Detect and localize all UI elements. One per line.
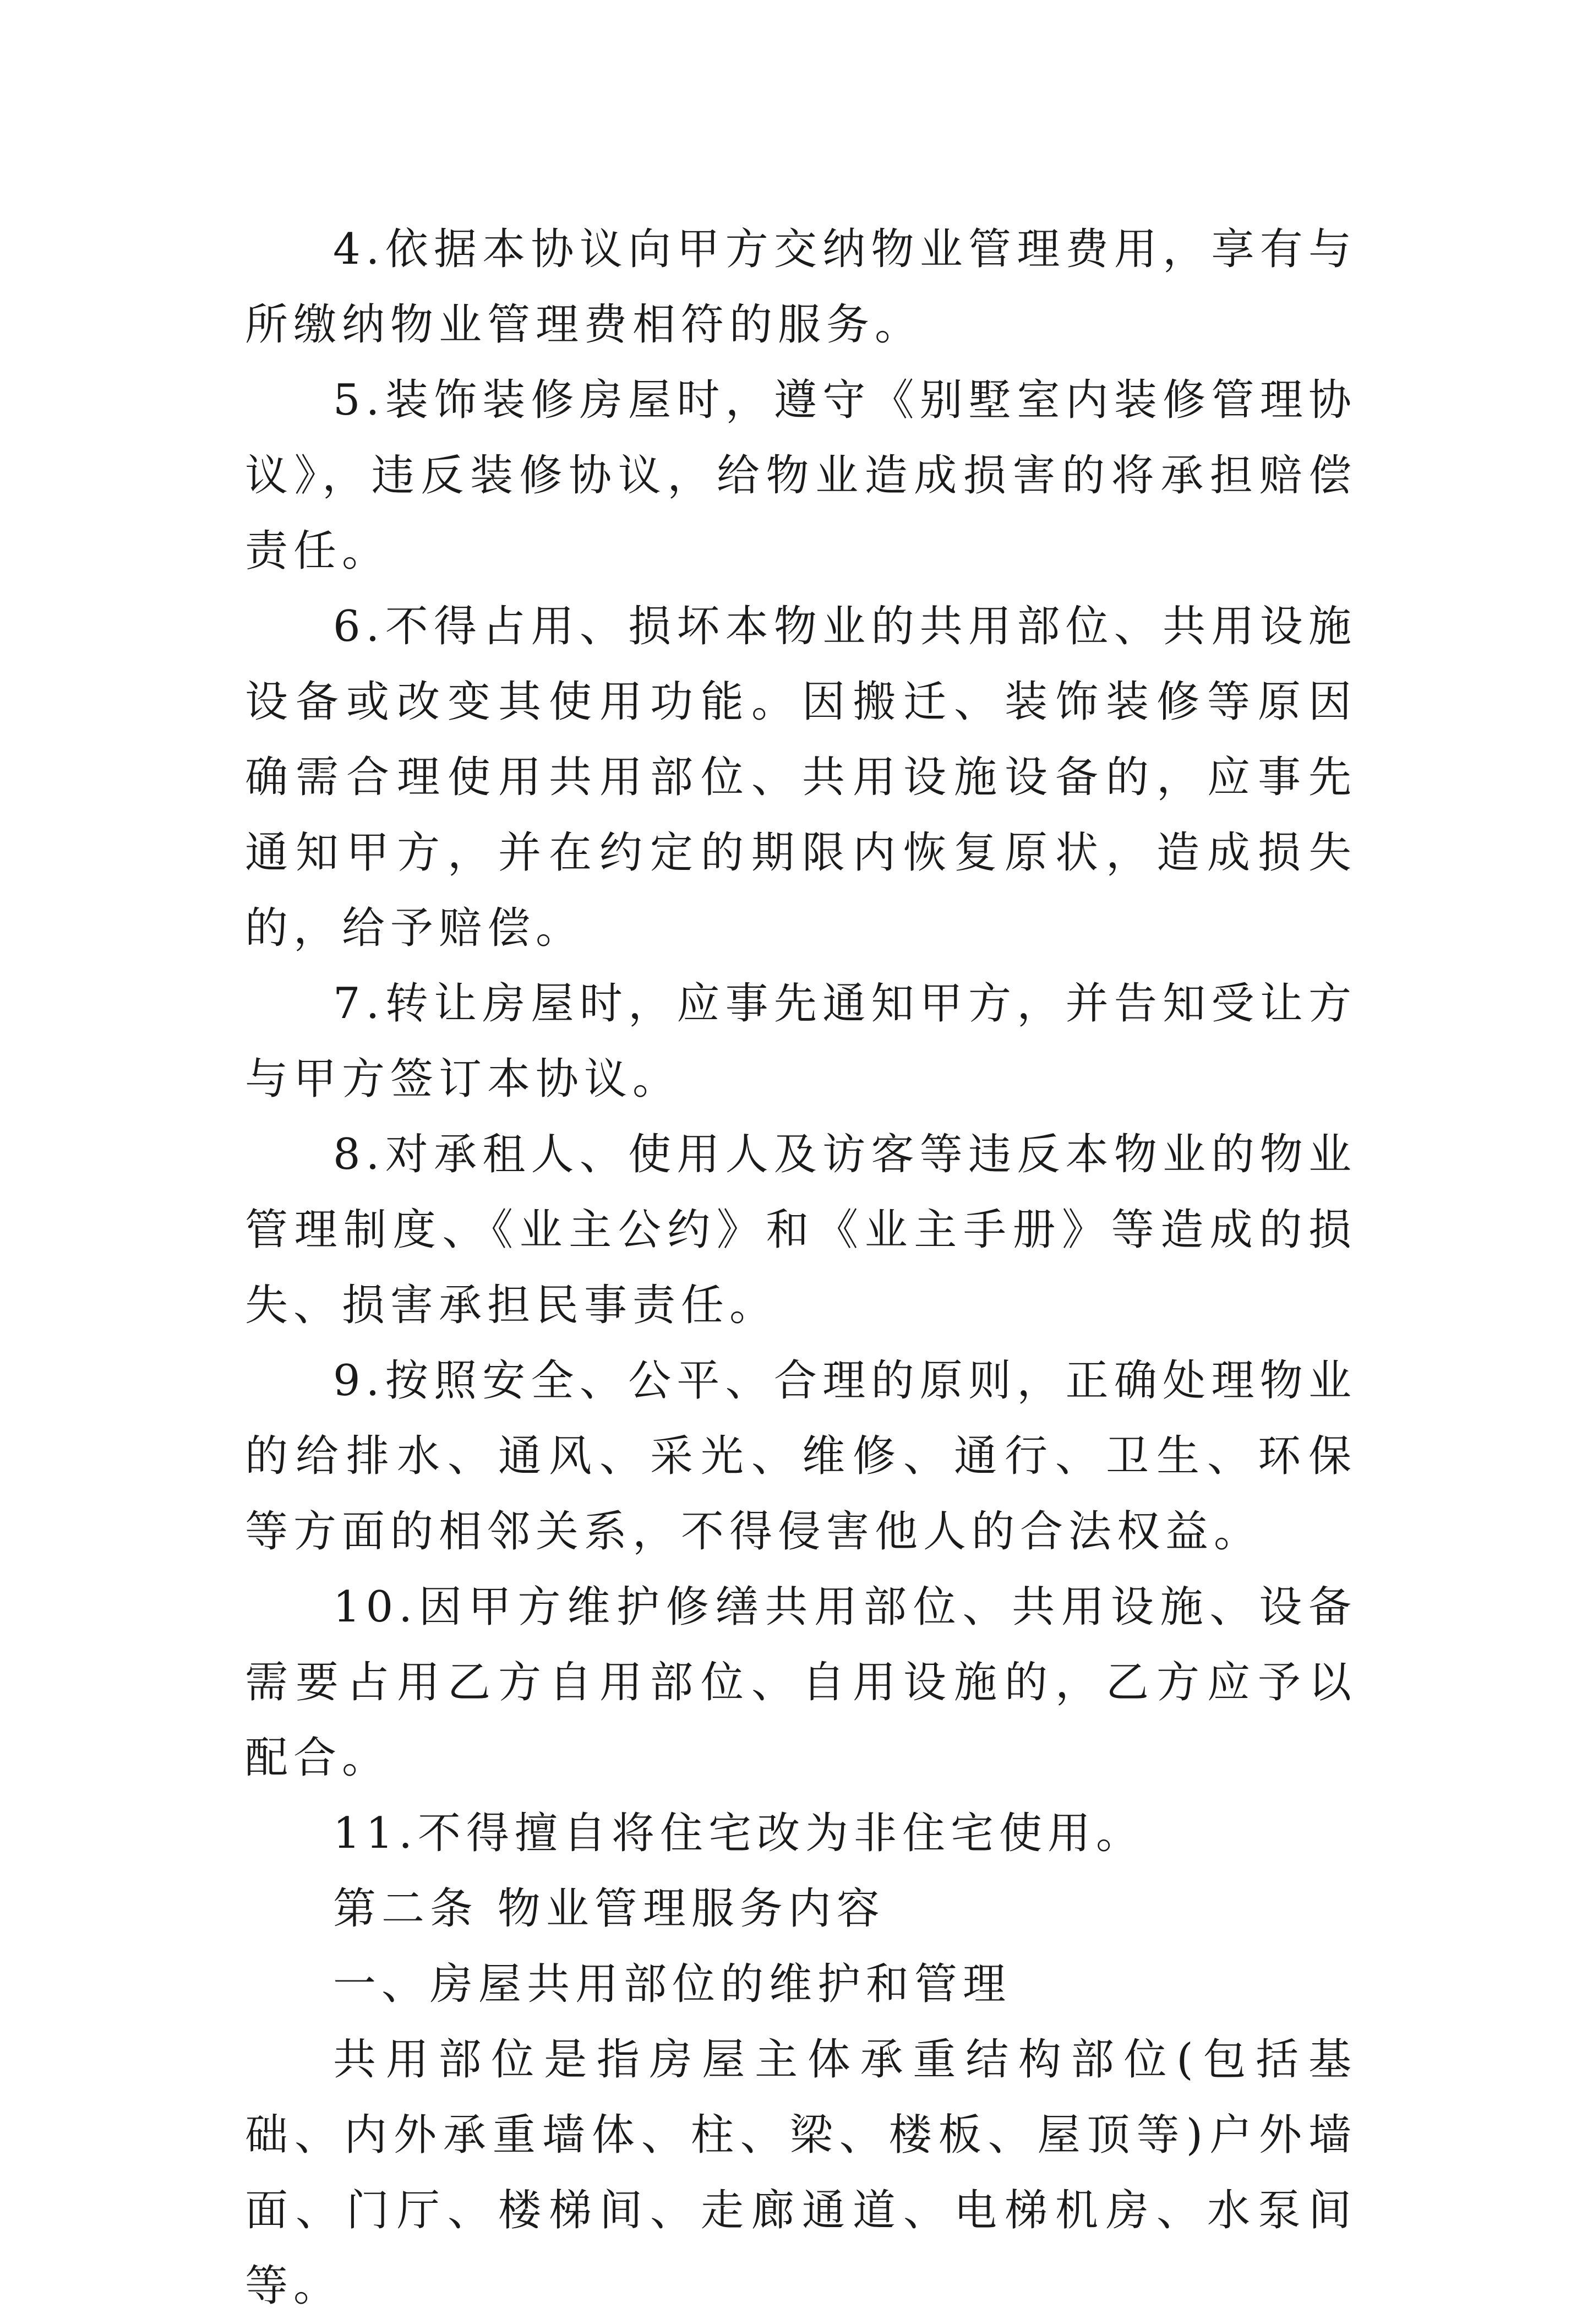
section-heading-article-2: 第二条 物业管理服务内容 bbox=[333, 1884, 885, 1934]
paragraph-common-parts-definition: 共用部位是指房屋主体承重结构部位(包括基础、内外承重墙体、柱、梁、楼板、屋顶等)户外墙面、门厅、楼梯间、走廊通道、电梯机房、水泵间等。 bbox=[245, 2035, 1357, 2311]
document-body bbox=[245, 212, 1357, 2324]
paragraph-item-9: 9.按照安全、公平、合理的原则，正确处理物业的给排水、通风、采光、维修、通行、卫生、环保等方面的相邻关系，不得侵害他人的合法权益。 bbox=[245, 1356, 1357, 1556]
paragraph-item-10: 10.因甲方维护修缮共用部位、共用设施、设备需要占用乙方自用部位、自用设施的，乙方应予以配合。 bbox=[245, 1582, 1357, 1783]
subsection-heading-common-parts: 一、房屋共用部位的维护和管理 bbox=[333, 1960, 1012, 2009]
paragraph-item-5: 5.装饰装修房屋时，遵守《别墅室内装修管理协议》，违反装修协议，给物业造成损害的将承担赔偿责任。 bbox=[245, 375, 1357, 576]
paragraph-item-7: 7.转让房屋时，应事先通知甲方，并告知受让方与甲方签订本协议。 bbox=[245, 979, 1357, 1104]
paragraph-item-11: 11.不得擅自将住宅改为非住宅使用。 bbox=[333, 1809, 1145, 1858]
paragraph-item-8: 8.对承租人、使用人及访客等违反本物业的物业管理制度、《业主公约》和《业主手册》等造成的损失、损害承担民事责任。 bbox=[245, 1130, 1357, 1330]
paragraph-item-4: 4.依据本协议向甲方交纳物业管理费用，享有与所缴纳物业管理费相符的服务。 bbox=[245, 225, 1357, 350]
paragraph-item-6: 6.不得占用、损坏本物业的共用部位、共用设施设备或改变其使用功能。因搬迁、装饰装修等原因确需合理使用共用部位、共用设施设备的，应事先通知甲方，并在约定的期限内恢复原状，造成损失的，给予赔偿。 bbox=[245, 602, 1357, 953]
